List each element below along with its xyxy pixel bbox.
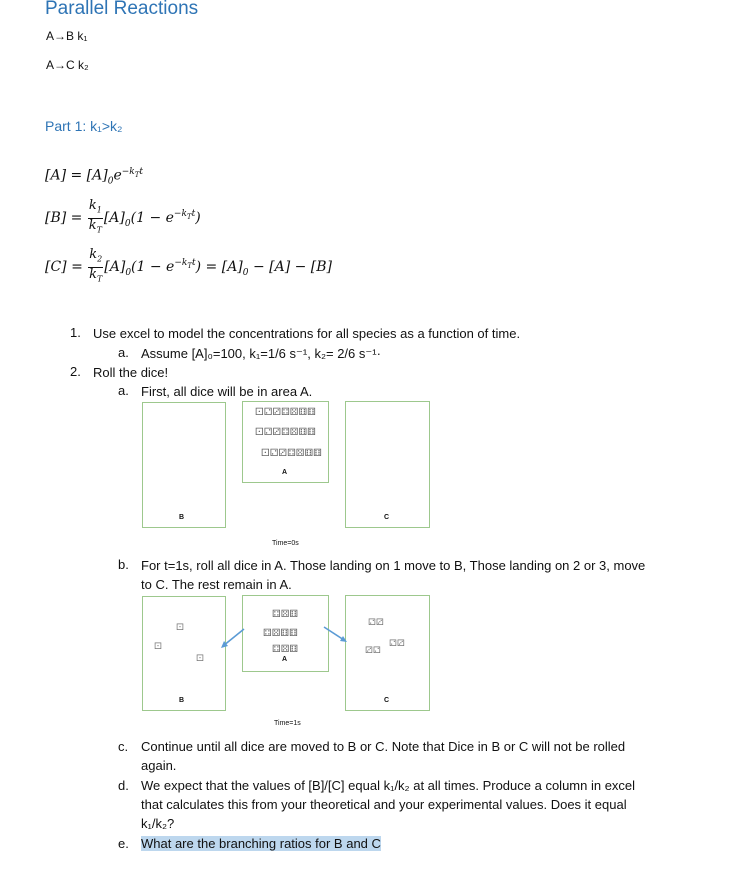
list-letter-2e: e. <box>118 836 129 851</box>
time-label: Time=1s <box>274 720 301 727</box>
list-item-2c-line2: again. <box>141 758 177 773</box>
list-item-2b-line2: to C. The rest remain in A. <box>141 577 292 592</box>
die-one: ⚀ <box>176 623 184 633</box>
area-b-box <box>142 596 226 711</box>
equation-a: $[A] = [A]_0e^{-k_Tt}$ <box>45 167 144 187</box>
area-c-label: C <box>384 514 390 521</box>
area-c-box <box>345 401 430 528</box>
dice-row: ⚃⚄⚅⚅ <box>263 628 298 639</box>
list-number-2: 2. <box>70 364 81 379</box>
list-item-1: Use excel to model the concentrations for all species as a function of time. <box>93 326 521 341</box>
area-b-label: B <box>179 697 185 704</box>
area-c-box <box>345 595 430 711</box>
list-letter-2b: b. <box>118 557 129 572</box>
list-item-2e <box>141 834 381 853</box>
highlighted-text: What are the branching ratios for B and C <box>141 836 381 851</box>
dice-row: ⚃⚄⚅ <box>272 644 299 655</box>
die-pair: ⚁⚂ <box>368 618 384 628</box>
time-label: Time=0s <box>272 540 299 547</box>
list-item-2d-line2: that calculates this from your theoretical and your experimental values. Does it equal <box>141 797 627 812</box>
list-item-2c-line1: Continue until all dice are moved to B or C. Note that Dice in B or C will not be rolled <box>141 739 626 754</box>
list-item-2: Roll the dice! <box>93 365 169 380</box>
list-letter-1a: a. <box>118 345 129 360</box>
dice-row: ⚀⚁⚂⚃⚄⚅⚅ <box>255 407 316 418</box>
list-item-1a: Assume [A]₀=100, k₁=1/6 s⁻¹, k₂= 2/6 s⁻¹· <box>141 346 381 361</box>
dice-row: ⚀⚁⚂⚃⚄⚅⚅ <box>255 427 316 438</box>
reaction-a-to-b: A→B k₁ <box>46 29 88 43</box>
list-letter-2d: d. <box>118 778 129 793</box>
die-pair: ⚂⚁ <box>365 646 381 656</box>
area-a-label: A <box>282 469 288 476</box>
list-item-2a: First, all dice will be in area A. <box>141 384 313 399</box>
die-one: ⚀ <box>196 654 204 664</box>
list-item-2b-line1: For t=1s, roll all dice in A. Those landing on 1 move to B, Those landing on 2 or 3, move <box>141 558 646 573</box>
equation-b: [B] = $\frac{k_1}{k_T}$ $[A]_0(1 - e^{-k_Tt})$ <box>45 198 201 235</box>
page-title: Parallel Reactions <box>45 0 199 19</box>
area-c-label: C <box>384 697 390 704</box>
arrow-to-b-icon <box>218 626 248 650</box>
area-a-label: A <box>282 656 288 663</box>
list-letter-2a: a. <box>118 383 129 398</box>
part-heading: Part 1: k₁>k₂ <box>45 118 123 134</box>
die-one: ⚀ <box>154 642 162 652</box>
area-b-label: B <box>179 514 185 521</box>
list-number-1: 1. <box>70 325 81 340</box>
list-item-2d-line3: k₁/k₂? <box>141 816 175 831</box>
arrow-to-c-icon <box>322 624 350 644</box>
equation-c: [C] = $\frac{k_2}{k_T}$ $[A]_0(1 - e^{-k_Tt}) = [A]_0 - [A] - [B]$ <box>45 247 333 284</box>
reaction-a-to-c: A→C k₂ <box>46 58 89 72</box>
list-item-2d-line1: We expect that the values of [B]/[C] equal k₁/k₂ at all times. Produce a column in excel <box>141 778 636 793</box>
dice-row: ⚃⚄⚅ <box>272 609 299 620</box>
die-pair: ⚁⚂ <box>389 639 405 649</box>
area-b-box <box>142 402 226 528</box>
dice-row: ⚀⚁⚂⚃⚄⚅⚅ <box>261 448 322 459</box>
list-letter-2c: c. <box>118 739 129 754</box>
